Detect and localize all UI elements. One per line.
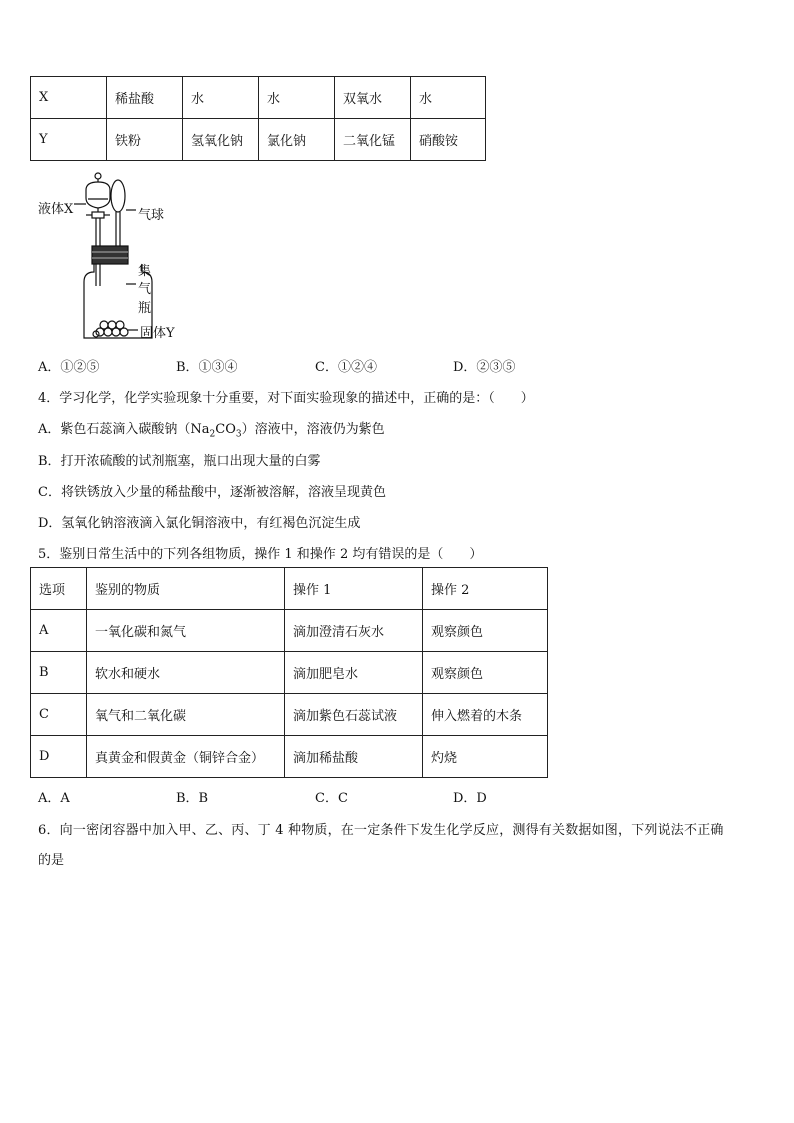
q5-option-a: A．A [38,791,70,806]
apparatus-diagram [36,168,206,346]
q5-option-b: B．B [176,791,209,806]
table-cell: 氯化钠 [259,119,335,161]
table-cell: C [31,694,87,736]
table-cell: 真黄金和假黄金（铜锌合金） [87,736,285,778]
table-cell: A [31,610,87,652]
table-row [31,694,548,736]
q4-a-sub2: 3 [235,429,242,440]
table-cell: 铁粉 [107,119,183,161]
reagent-table [30,76,486,161]
table-row [31,77,486,119]
table-cell: 水 [411,77,486,119]
table-cell: 滴加澄清石灰水 [285,610,423,652]
table-cell: 软水和硬水 [87,652,285,694]
q4-a-post: ）溶液中，溶液仍为紫色 [241,422,385,437]
q4-option-d: D．氢氧化钠溶液滴入氯化铜溶液中，有红褐色沉淀生成 [38,516,361,531]
q4-option-b: B．打开浓硫酸的试剂瓶塞，瓶口出现大量的白雾 [38,454,321,469]
q3-option-d: D．②③⑤ [453,360,516,375]
q4-a-mid: CO [215,422,236,437]
table-cell: Y [31,119,107,161]
q4-a-pre: A．紫色石蕊滴入碳酸钠（Na [38,422,210,437]
table-header-row [31,568,548,610]
apparatus-drawing [36,168,206,346]
q5-table [30,567,548,778]
q4-a-sub1: 2 [209,429,216,440]
table-row [31,736,548,778]
table-cell: 伸入燃着的木条 [423,694,548,736]
table-cell: 硝酸铵 [411,119,486,161]
q6-stem-line2: 的是 [38,853,65,868]
table-header-cell: 操作 1 [285,568,423,610]
table-cell: 稀盐酸 [107,77,183,119]
table-cell: 氧气和二氧化碳 [87,694,285,736]
q4-stem: 4．学习化学，化学实验现象十分重要，对下面实验现象的描述中，正确的是：（ ） [38,391,534,406]
table-row [31,652,548,694]
q3-option-a: A．①②⑤ [38,360,100,375]
q6-stem-line1: 6．向一密闭容器中加入甲、乙、丙、丁 4 种物质，在一定条件下发生化学反应，测得有关数据如图，下列说法不正确 [38,823,724,838]
table-cell: 灼烧 [423,736,548,778]
table-cell: 一氧化碳和氮气 [87,610,285,652]
balloon-label: 气球 [138,208,165,223]
table-cell: 双氧水 [335,77,411,119]
table-cell: D [31,736,87,778]
table-cell: X [31,77,107,119]
table-cell: 水 [183,77,259,119]
table-cell: 观察颜色 [423,652,548,694]
bottle-label-1: 集 [138,264,152,279]
table-cell: 滴加稀盐酸 [285,736,423,778]
table-header-cell: 鉴别的物质 [87,568,285,610]
q5-option-c: C．C [315,791,348,806]
table-cell: 滴加肥皂水 [285,652,423,694]
table-cell: B [31,652,87,694]
q4-option-c: C．将铁锈放入少量的稀盐酸中，逐渐被溶解，溶液呈现黄色 [38,485,386,500]
bottle-label-2: 气 [138,282,152,297]
table-cell: 观察颜色 [423,610,548,652]
solid-y-label: 固体Y [140,326,175,341]
table-cell: 氢氧化钠 [183,119,259,161]
table-header-cell: 选项 [31,568,87,610]
table-row [31,610,548,652]
q3-option-b: B．①③④ [176,360,238,375]
q3-option-c: C．①②④ [315,360,377,375]
table-header-cell: 操作 2 [423,568,548,610]
bottle-label-3: 瓶 [138,301,152,316]
q4-option-a [38,418,385,440]
table-row [31,119,486,161]
q5-stem: 5．鉴别日常生活中的下列各组物质，操作 1 和操作 2 均有错误的是（ ） [38,547,483,562]
table-cell: 二氧化锰 [335,119,411,161]
table-cell: 滴加紫色石蕊试液 [285,694,423,736]
q5-option-d: D．D [453,791,487,806]
table-cell: 水 [259,77,335,119]
liquid-x-label: 液体X [38,202,74,217]
